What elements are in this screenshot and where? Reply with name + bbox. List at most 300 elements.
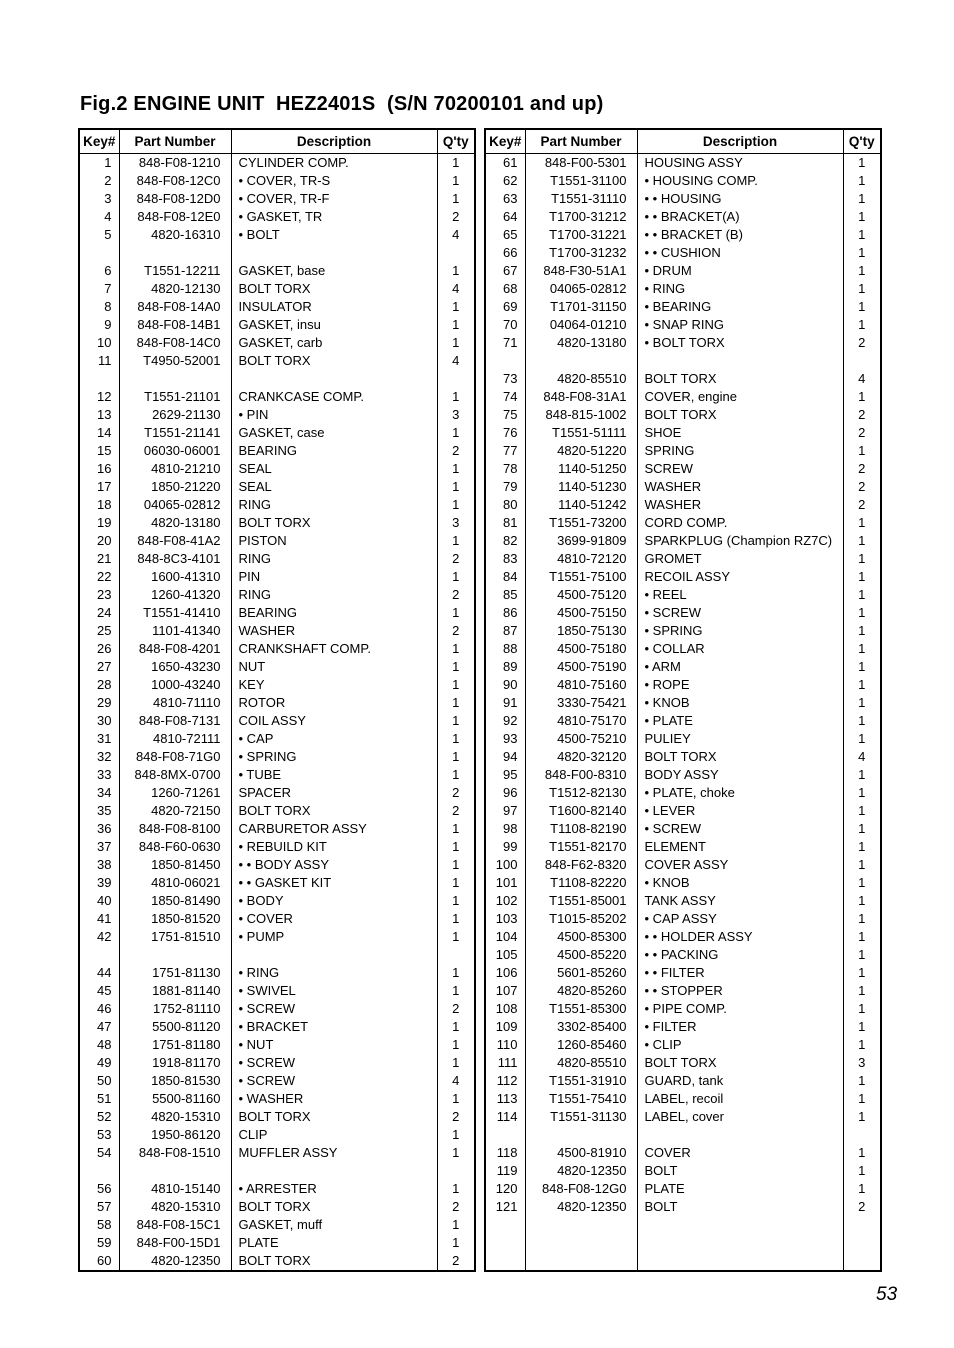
part-number-cell: 4500-81910: [525, 1144, 637, 1162]
part-number-cell: 848-F08-1510: [119, 1144, 231, 1162]
parts-table-left: [78, 128, 476, 1272]
qty-cell: 1: [843, 1018, 881, 1036]
part-number-cell: T1551-31100: [525, 172, 637, 190]
qty-cell: [843, 352, 881, 370]
table-row: [485, 1198, 881, 1216]
qty-cell: 1: [437, 1036, 475, 1054]
qty-cell: 1: [843, 964, 881, 982]
description-cell: • HOUSING COMP.: [637, 172, 843, 190]
description-cell: • SCREW: [231, 1072, 437, 1090]
key-cell: 69: [485, 298, 525, 316]
part-number-cell: 4810-21210: [119, 460, 231, 478]
table-row: [79, 1108, 475, 1126]
key-cell: 13: [79, 406, 119, 424]
part-number-cell: 3699-91809: [525, 532, 637, 550]
parts-tables-container: [78, 128, 882, 1272]
key-cell: 98: [485, 820, 525, 838]
figure-title: Fig.2 ENGINE UNIT HEZ2401S (S/N 70200101 and up): [80, 93, 604, 115]
key-cell: 22: [79, 568, 119, 586]
description-cell: • PLATE: [637, 712, 843, 730]
qty-cell: 1: [843, 910, 881, 928]
part-number-cell: T1015-85202: [525, 910, 637, 928]
qty-cell: [843, 1126, 881, 1144]
qty-cell: 2: [437, 1252, 475, 1271]
key-cell: 68: [485, 280, 525, 298]
key-cell: 66: [485, 244, 525, 262]
description-cell: GASKET, muff: [231, 1216, 437, 1234]
qty-cell: 2: [843, 334, 881, 352]
part-number-cell: 3330-75421: [525, 694, 637, 712]
table-row: [485, 856, 881, 874]
table-row: [79, 172, 475, 190]
description-cell: BOLT TORX: [231, 1108, 437, 1126]
table-row: [485, 1072, 881, 1090]
description-cell: RING: [231, 586, 437, 604]
part-number-cell: 4810-75160: [525, 676, 637, 694]
table-row: [485, 532, 881, 550]
part-number-cell: T1551-31910: [525, 1072, 637, 1090]
table-row: [485, 550, 881, 568]
description-cell: • CLIP: [637, 1036, 843, 1054]
description-cell: • REEL: [637, 586, 843, 604]
table-row: [485, 622, 881, 640]
qty-cell: 1: [843, 190, 881, 208]
part-number-cell: 4500-85220: [525, 946, 637, 964]
key-cell: 18: [79, 496, 119, 514]
description-cell: [231, 946, 437, 964]
description-cell: ROTOR: [231, 694, 437, 712]
parts-table-left-body: [79, 154, 475, 1272]
table-row: [485, 784, 881, 802]
qty-cell: [437, 946, 475, 964]
part-number-cell: 848-F08-12E0: [119, 208, 231, 226]
part-number-cell: 1950-86120: [119, 1126, 231, 1144]
table-row: [79, 334, 475, 352]
key-cell: 61: [485, 154, 525, 173]
key-cell: 97: [485, 802, 525, 820]
part-number-cell: 4820-12350: [119, 1252, 231, 1271]
description-cell: GUARD, tank: [637, 1072, 843, 1090]
part-number-cell: T1551-21101: [119, 388, 231, 406]
qty-cell: 2: [437, 442, 475, 460]
part-number-cell: 848-F62-8320: [525, 856, 637, 874]
table-row: [79, 190, 475, 208]
table-row: [79, 586, 475, 604]
part-number-cell: 4820-85510: [525, 370, 637, 388]
description-cell: • CAP: [231, 730, 437, 748]
qty-cell: 1: [843, 316, 881, 334]
table-row: [79, 262, 475, 280]
description-cell: [637, 1126, 843, 1144]
part-number-cell: 5500-81120: [119, 1018, 231, 1036]
part-number-cell: 848-F00-15D1: [119, 1234, 231, 1252]
table-row: [485, 748, 881, 766]
key-cell: 62: [485, 172, 525, 190]
table-row: [485, 658, 881, 676]
part-number-cell: T1700-31221: [525, 226, 637, 244]
qty-cell: 1: [843, 1072, 881, 1090]
part-number-cell: 1918-81170: [119, 1054, 231, 1072]
qty-cell: [437, 370, 475, 388]
qty-cell: 1: [843, 784, 881, 802]
table-row: [79, 1090, 475, 1108]
qty-cell: 1: [437, 478, 475, 496]
description-cell: • SCREW: [231, 1054, 437, 1072]
part-number-cell: 4810-15140: [119, 1180, 231, 1198]
qty-cell: 2: [843, 424, 881, 442]
description-cell: • SCREW: [637, 820, 843, 838]
qty-cell: 2: [437, 784, 475, 802]
qty-cell: [437, 244, 475, 262]
parts-table-right-header: [485, 129, 881, 154]
table-row: [79, 1018, 475, 1036]
part-number-cell: 1850-81520: [119, 910, 231, 928]
key-cell: 92: [485, 712, 525, 730]
qty-cell: 4: [437, 1072, 475, 1090]
qty-cell: [843, 1234, 881, 1252]
part-number-cell: 1752-81110: [119, 1000, 231, 1018]
qty-cell: 1: [843, 658, 881, 676]
table-row: [485, 1108, 881, 1126]
key-cell: 34: [79, 784, 119, 802]
description-cell: CLIP: [231, 1126, 437, 1144]
key-cell: 51: [79, 1090, 119, 1108]
qty-cell: 2: [843, 406, 881, 424]
qty-cell: 1: [843, 550, 881, 568]
description-cell: BOLT TORX: [637, 370, 843, 388]
description-cell: SEAL: [231, 478, 437, 496]
qty-cell: 1: [437, 316, 475, 334]
description-cell: • ARM: [637, 658, 843, 676]
part-number-cell: 1260-85460: [525, 1036, 637, 1054]
qty-cell: 1: [843, 766, 881, 784]
parts-table-right-body: [485, 154, 881, 1272]
table-row: [485, 208, 881, 226]
part-number-cell: 848-F08-14C0: [119, 334, 231, 352]
description-cell: SPRING: [637, 442, 843, 460]
key-cell: 67: [485, 262, 525, 280]
qty-cell: 1: [437, 1090, 475, 1108]
qty-cell: 1: [843, 622, 881, 640]
description-cell: • ARRESTER: [231, 1180, 437, 1198]
qty-cell: 1: [843, 712, 881, 730]
qty-cell: 1: [843, 928, 881, 946]
table-row: [79, 604, 475, 622]
part-number-cell: 3302-85400: [525, 1018, 637, 1036]
description-cell: • SPRING: [637, 622, 843, 640]
qty-cell: 1: [437, 1216, 475, 1234]
qty-cell: 1: [437, 424, 475, 442]
part-number-cell: 1751-81130: [119, 964, 231, 982]
table-row: [485, 280, 881, 298]
qty-cell: 1: [843, 442, 881, 460]
key-cell: 41: [79, 910, 119, 928]
qty-cell: 1: [437, 532, 475, 550]
qty-cell: 1: [843, 1180, 881, 1198]
table-row: [79, 316, 475, 334]
qty-cell: 1: [843, 838, 881, 856]
table-row: [485, 928, 881, 946]
table-row: [485, 424, 881, 442]
description-cell: BOLT TORX: [231, 280, 437, 298]
table-row: [79, 280, 475, 298]
qty-cell: 1: [437, 460, 475, 478]
description-cell: LABEL, recoil: [637, 1090, 843, 1108]
key-cell: 23: [79, 586, 119, 604]
col-header-qty: Q'ty: [437, 129, 475, 154]
part-number-cell: 4500-75150: [525, 604, 637, 622]
part-number-cell: [525, 1216, 637, 1234]
key-cell: 106: [485, 964, 525, 982]
qty-cell: 2: [843, 1198, 881, 1216]
description-cell: • PIN: [231, 406, 437, 424]
qty-cell: 1: [843, 244, 881, 262]
part-number-cell: 4810-06021: [119, 874, 231, 892]
key-cell: 80: [485, 496, 525, 514]
key-cell: 110: [485, 1036, 525, 1054]
parts-table-right: [484, 128, 882, 1272]
part-number-cell: T1700-31232: [525, 244, 637, 262]
table-row: [79, 658, 475, 676]
key-cell: 70: [485, 316, 525, 334]
part-number-cell: 4810-72120: [525, 550, 637, 568]
part-number-cell: 848-F08-14B1: [119, 316, 231, 334]
part-number-cell: T1108-82190: [525, 820, 637, 838]
qty-cell: 1: [437, 262, 475, 280]
part-number-cell: 848-F08-14A0: [119, 298, 231, 316]
key-cell: 1: [79, 154, 119, 173]
description-cell: PULIEY: [637, 730, 843, 748]
qty-cell: 1: [843, 1000, 881, 1018]
qty-cell: 1: [437, 568, 475, 586]
description-cell: • BOLT TORX: [637, 334, 843, 352]
qty-cell: 1: [437, 766, 475, 784]
table-row: [79, 154, 475, 173]
key-cell: 14: [79, 424, 119, 442]
part-number-cell: 4820-13180: [525, 334, 637, 352]
key-cell: 107: [485, 982, 525, 1000]
key-cell: 42: [79, 928, 119, 946]
part-number-cell: 4810-72111: [119, 730, 231, 748]
description-cell: • SCREW: [637, 604, 843, 622]
part-number-cell: 4500-85300: [525, 928, 637, 946]
description-cell: • REBUILD KIT: [231, 838, 437, 856]
key-cell: 113: [485, 1090, 525, 1108]
qty-cell: 4: [437, 226, 475, 244]
key-cell: 119: [485, 1162, 525, 1180]
table-row-blank: [485, 1126, 881, 1144]
description-cell: SHOE: [637, 424, 843, 442]
qty-cell: 2: [437, 1108, 475, 1126]
part-number-cell: T1600-82140: [525, 802, 637, 820]
qty-cell: 4: [843, 370, 881, 388]
table-row: [485, 334, 881, 352]
description-cell: PISTON: [231, 532, 437, 550]
table-row: [485, 190, 881, 208]
qty-cell: 1: [437, 658, 475, 676]
table-row: [79, 910, 475, 928]
key-cell: 86: [485, 604, 525, 622]
part-number-cell: T1108-82220: [525, 874, 637, 892]
description-cell: [637, 1234, 843, 1252]
part-number-cell: 5500-81160: [119, 1090, 231, 1108]
table-row-blank: [485, 1234, 881, 1252]
key-cell: 105: [485, 946, 525, 964]
key-cell: 85: [485, 586, 525, 604]
key-cell: 7: [79, 280, 119, 298]
qty-cell: 2: [437, 550, 475, 568]
key-cell: [485, 1126, 525, 1144]
part-number-cell: 848-F08-15C1: [119, 1216, 231, 1234]
table-row: [79, 964, 475, 982]
key-cell: 63: [485, 190, 525, 208]
description-cell: • SPRING: [231, 748, 437, 766]
key-cell: 5: [79, 226, 119, 244]
key-cell: 114: [485, 1108, 525, 1126]
qty-cell: 1: [437, 748, 475, 766]
qty-cell: 1: [843, 892, 881, 910]
key-cell: 82: [485, 532, 525, 550]
key-cell: 44: [79, 964, 119, 982]
table-row-blank: [485, 1252, 881, 1271]
qty-cell: 4: [437, 352, 475, 370]
part-number-cell: 848-F08-12D0: [119, 190, 231, 208]
part-number-cell: T1551-85300: [525, 1000, 637, 1018]
qty-cell: 1: [843, 1162, 881, 1180]
qty-cell: 1: [437, 856, 475, 874]
description-cell: BODY ASSY: [637, 766, 843, 784]
description-cell: PIN: [231, 568, 437, 586]
table-row: [485, 874, 881, 892]
table-row: [485, 838, 881, 856]
description-cell: MUFFLER ASSY: [231, 1144, 437, 1162]
part-number-cell: [525, 1252, 637, 1271]
qty-cell: 1: [437, 1144, 475, 1162]
key-cell: [79, 370, 119, 388]
table-row: [79, 766, 475, 784]
qty-cell: 1: [437, 1054, 475, 1072]
part-number-cell: 4820-85510: [525, 1054, 637, 1072]
key-cell: 121: [485, 1198, 525, 1216]
table-row: [485, 604, 881, 622]
key-cell: 99: [485, 838, 525, 856]
qty-cell: 1: [437, 892, 475, 910]
key-cell: [79, 1162, 119, 1180]
key-cell: 20: [79, 532, 119, 550]
part-number-cell: 1140-51250: [525, 460, 637, 478]
key-cell: [485, 1216, 525, 1234]
part-number-cell: T4950-52001: [119, 352, 231, 370]
table-row: [485, 262, 881, 280]
table-row: [79, 460, 475, 478]
part-number-cell: 4820-13180: [119, 514, 231, 532]
table-row: [485, 964, 881, 982]
table-row: [485, 1162, 881, 1180]
table-row: [79, 226, 475, 244]
qty-cell: 1: [843, 946, 881, 964]
part-number-cell: [119, 1162, 231, 1180]
description-cell: • BODY: [231, 892, 437, 910]
key-cell: 58: [79, 1216, 119, 1234]
part-number-cell: 1000-43240: [119, 676, 231, 694]
key-cell: 6: [79, 262, 119, 280]
key-cell: 21: [79, 550, 119, 568]
table-row: [79, 622, 475, 640]
qty-cell: [437, 1162, 475, 1180]
qty-cell: 1: [843, 262, 881, 280]
part-number-cell: 4820-12350: [525, 1162, 637, 1180]
part-number-cell: T1551-73200: [525, 514, 637, 532]
table-row: [485, 1090, 881, 1108]
table-row: [79, 478, 475, 496]
description-cell: • COVER: [231, 910, 437, 928]
key-cell: 87: [485, 622, 525, 640]
table-row: [485, 478, 881, 496]
table-row-blank: [485, 352, 881, 370]
description-cell: BOLT: [637, 1198, 843, 1216]
table-row: [79, 298, 475, 316]
key-cell: 31: [79, 730, 119, 748]
qty-cell: 1: [843, 568, 881, 586]
qty-cell: 1: [843, 154, 881, 173]
table-row-blank: [79, 946, 475, 964]
description-cell: • FILTER: [637, 1018, 843, 1036]
part-number-cell: 1850-81530: [119, 1072, 231, 1090]
table-row: [79, 1036, 475, 1054]
part-number-cell: 4820-72150: [119, 802, 231, 820]
part-number-cell: 848-8MX-0700: [119, 766, 231, 784]
key-cell: 56: [79, 1180, 119, 1198]
qty-cell: 1: [843, 172, 881, 190]
table-row: [79, 784, 475, 802]
description-cell: • PUMP: [231, 928, 437, 946]
qty-cell: 1: [843, 514, 881, 532]
key-cell: 104: [485, 928, 525, 946]
key-cell: [485, 352, 525, 370]
table-row: [485, 694, 881, 712]
qty-cell: 1: [437, 1180, 475, 1198]
qty-cell: 1: [437, 964, 475, 982]
key-cell: 9: [79, 316, 119, 334]
description-cell: [231, 244, 437, 262]
col-header-qty: Q'ty: [843, 129, 881, 154]
table-row: [79, 1216, 475, 1234]
qty-cell: 1: [437, 730, 475, 748]
key-cell: 38: [79, 856, 119, 874]
description-cell: BOLT TORX: [637, 748, 843, 766]
table-row-blank: [79, 1162, 475, 1180]
key-cell: 79: [485, 478, 525, 496]
key-cell: 46: [79, 1000, 119, 1018]
qty-cell: 2: [843, 478, 881, 496]
qty-cell: 3: [843, 1054, 881, 1072]
description-cell: PLATE: [231, 1234, 437, 1252]
part-number-cell: 1650-43230: [119, 658, 231, 676]
part-number-cell: 4500-75120: [525, 586, 637, 604]
qty-cell: 2: [843, 460, 881, 478]
table-row: [79, 208, 475, 226]
key-cell: 27: [79, 658, 119, 676]
description-cell: BOLT TORX: [231, 514, 437, 532]
qty-cell: 1: [843, 604, 881, 622]
key-cell: 30: [79, 712, 119, 730]
part-number-cell: 848-F00-8310: [525, 766, 637, 784]
table-row: [485, 892, 881, 910]
key-cell: 112: [485, 1072, 525, 1090]
part-number-cell: T1551-31110: [525, 190, 637, 208]
key-cell: 19: [79, 514, 119, 532]
description-cell: RING: [231, 550, 437, 568]
